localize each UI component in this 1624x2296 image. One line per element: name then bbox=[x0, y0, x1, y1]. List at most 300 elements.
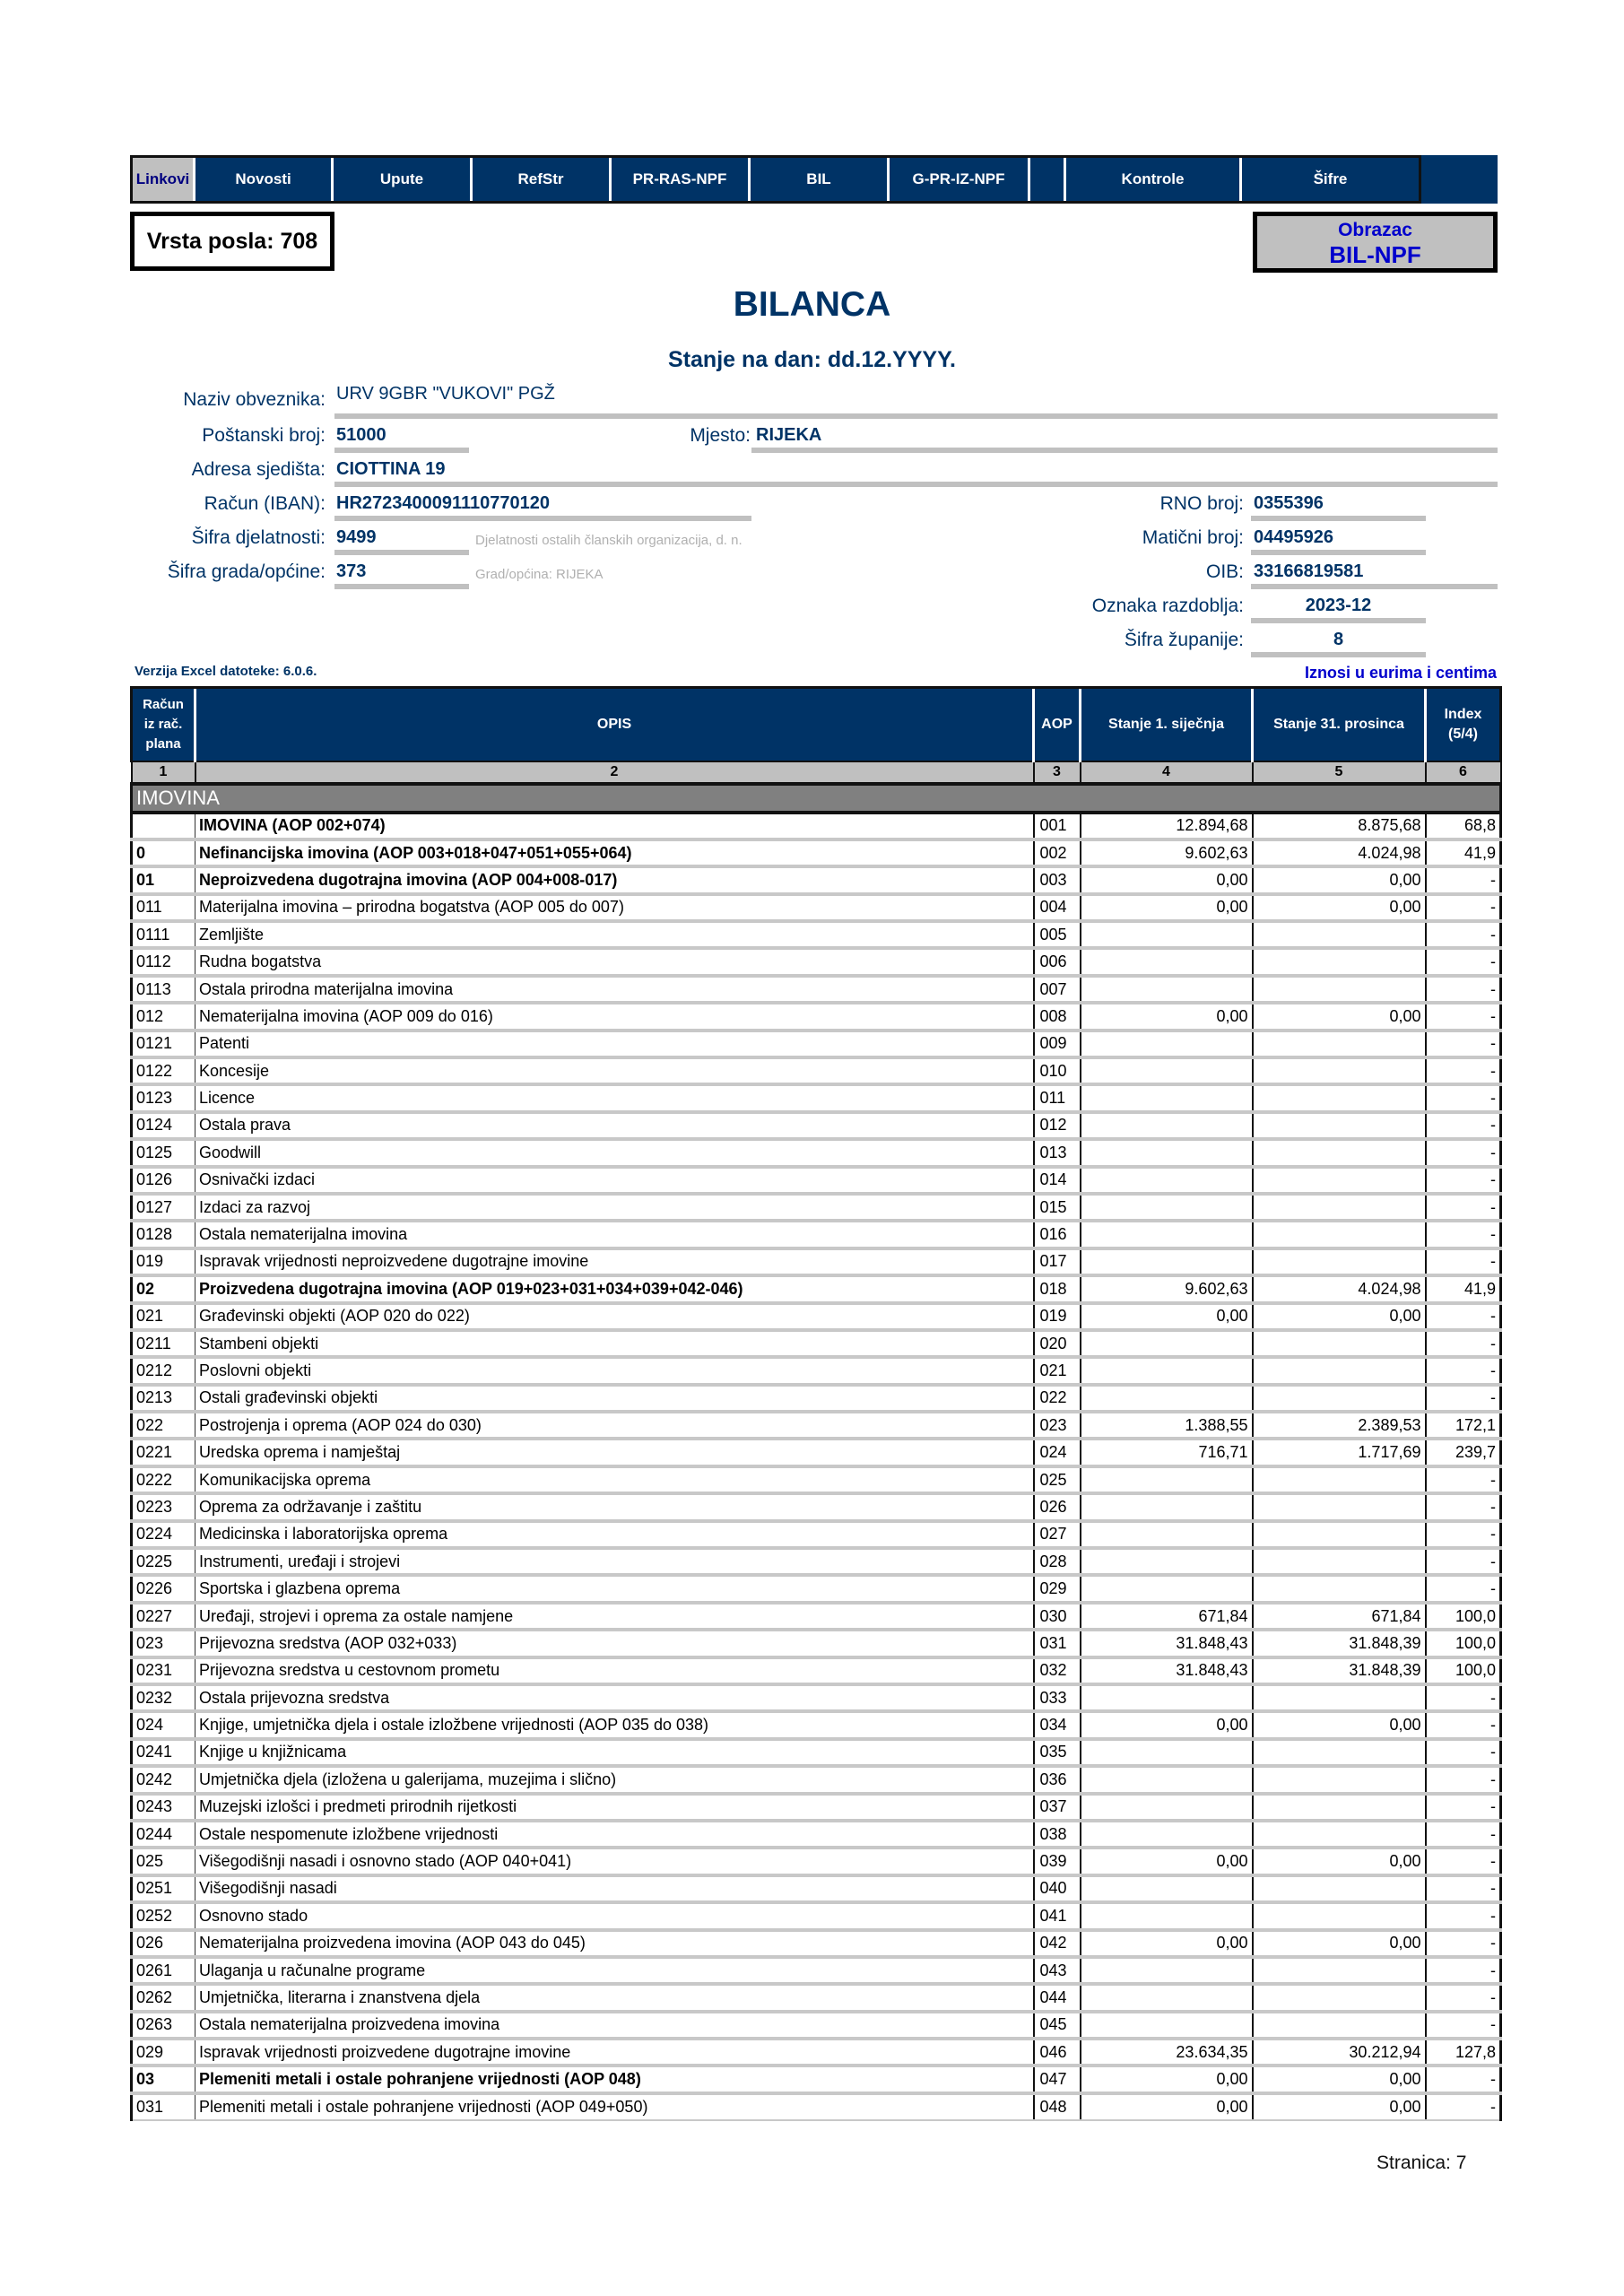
account-code: 0261 bbox=[132, 1957, 195, 1984]
account-code: 0241 bbox=[132, 1739, 195, 1766]
index-value: - bbox=[1426, 1084, 1501, 1111]
account-code bbox=[132, 813, 195, 839]
maticni-label: Matični broj: bbox=[1142, 527, 1244, 548]
grad-hint: Grad/općina: RIJEKA bbox=[475, 567, 604, 582]
value-jan1[interactable] bbox=[1081, 1112, 1253, 1139]
header-acct-line: Račun bbox=[143, 696, 184, 712]
index-value: 127,8 bbox=[1426, 2039, 1501, 2066]
table-row bbox=[132, 1357, 1501, 1384]
account-code: 0263 bbox=[132, 2012, 195, 2039]
value-jan1[interactable]: 23.634,35 bbox=[1081, 2039, 1253, 2066]
nav-link-pr-ras-npf[interactable]: PR-RAS-NPF bbox=[612, 158, 751, 201]
value-dec31[interactable]: 31.848,39 bbox=[1253, 1657, 1426, 1684]
grad-value[interactable]: 373 bbox=[336, 561, 367, 581]
aop-code: 043 bbox=[1034, 1957, 1081, 1984]
index-value: - bbox=[1426, 1003, 1501, 1030]
account-code: 0262 bbox=[132, 1984, 195, 2011]
aop-code: 037 bbox=[1034, 1794, 1081, 1821]
account-code: 0221 bbox=[132, 1439, 195, 1465]
table-row bbox=[132, 1984, 1501, 2011]
description: Muzejski izlošci i predmeti prirodnih rijetkosti bbox=[195, 1794, 1034, 1821]
value-dec31[interactable]: 0,00 bbox=[1253, 2093, 1426, 2120]
table-row bbox=[132, 1657, 1501, 1684]
account-code: 0226 bbox=[132, 1575, 195, 1602]
account-code: 0113 bbox=[132, 976, 195, 1003]
rno-value[interactable]: 0355396 bbox=[1254, 493, 1324, 513]
table-row bbox=[132, 1385, 1501, 1412]
value-dec31[interactable] bbox=[1253, 1221, 1426, 1248]
description: Ostala prijevozna sredstva bbox=[195, 1684, 1034, 1711]
value-jan1[interactable] bbox=[1081, 976, 1253, 1003]
account-code: 0123 bbox=[132, 1084, 195, 1111]
description: Poslovni objekti bbox=[195, 1357, 1034, 1384]
adresa-label: Adresa sjedišta: bbox=[191, 459, 326, 480]
description: Ulaganja u računalne programe bbox=[195, 1957, 1034, 1984]
table-row bbox=[132, 1739, 1501, 1766]
aop-code: 010 bbox=[1034, 1057, 1081, 1084]
table-row bbox=[132, 1766, 1501, 1793]
account-code: 0251 bbox=[132, 1875, 195, 1902]
grad-label: Šifra grada/općine: bbox=[167, 561, 326, 582]
razdoblje-value[interactable]: 2023-12 bbox=[1305, 596, 1372, 615]
description: Umjetnička djela (izložena u galerijama, muzejima i slično) bbox=[195, 1766, 1034, 1793]
value-jan1[interactable] bbox=[1081, 1057, 1253, 1084]
value-dec31[interactable] bbox=[1253, 1112, 1426, 1139]
table-row bbox=[132, 976, 1501, 1003]
table-row bbox=[132, 1821, 1501, 1848]
table-row bbox=[132, 1057, 1501, 1084]
value-jan1[interactable] bbox=[1081, 1493, 1253, 1520]
header-v2: Stanje 31. prosinca bbox=[1253, 688, 1426, 761]
aop-code: 047 bbox=[1034, 2066, 1081, 2092]
value-dec31[interactable] bbox=[1253, 1984, 1426, 2011]
value-jan1[interactable]: 0,00 bbox=[1081, 1848, 1253, 1874]
aop-code: 003 bbox=[1034, 866, 1081, 893]
account-code: 0243 bbox=[132, 1794, 195, 1821]
value-jan1[interactable]: 0,00 bbox=[1081, 2066, 1253, 2092]
value-dec31[interactable] bbox=[1253, 1031, 1426, 1057]
oib-underline bbox=[1251, 584, 1498, 589]
account-code: 0122 bbox=[132, 1057, 195, 1084]
nav-link-g-pr-iz-npf[interactable]: G-PR-IZ-NPF bbox=[890, 158, 1030, 201]
description: Neproizvedena dugotrajna imovina (AOP 004+008-017) bbox=[195, 866, 1034, 893]
table-row bbox=[132, 1031, 1501, 1057]
value-jan1[interactable] bbox=[1081, 1902, 1253, 1929]
index-value: - bbox=[1426, 1466, 1501, 1493]
account-code: 0244 bbox=[132, 1821, 195, 1848]
value-jan1[interactable]: 716,71 bbox=[1081, 1439, 1253, 1465]
racun-underline bbox=[334, 516, 751, 521]
aop-code: 040 bbox=[1034, 1875, 1081, 1902]
value-jan1[interactable] bbox=[1081, 1957, 1253, 1984]
account-code: 01 bbox=[132, 866, 195, 893]
value-dec31[interactable] bbox=[1253, 1875, 1426, 1902]
description: Ostale nespomenute izložbene vrijednosti bbox=[195, 1821, 1034, 1848]
table-row bbox=[132, 1194, 1501, 1221]
value-dec31[interactable] bbox=[1253, 976, 1426, 1003]
value-dec31[interactable] bbox=[1253, 1084, 1426, 1111]
index-value: - bbox=[1426, 1739, 1501, 1766]
aop-code: 048 bbox=[1034, 2093, 1081, 2120]
value-dec31[interactable] bbox=[1253, 1684, 1426, 1711]
aop-code: 046 bbox=[1034, 2039, 1081, 2066]
header-v1: Stanje 1. siječnja bbox=[1081, 688, 1253, 761]
vrsta-posla-box bbox=[130, 212, 334, 271]
value-dec31[interactable] bbox=[1253, 1902, 1426, 1929]
nav-link-bil[interactable]: BIL bbox=[751, 158, 890, 201]
index-value: - bbox=[1426, 1139, 1501, 1166]
aop-code: 033 bbox=[1034, 1684, 1081, 1711]
obrazac-code: BIL-NPF bbox=[1329, 241, 1421, 268]
value-jan1[interactable]: 12.894,68 bbox=[1081, 813, 1253, 839]
djelatnost-underline bbox=[334, 550, 469, 555]
index-value: - bbox=[1426, 1493, 1501, 1520]
value-dec31[interactable] bbox=[1253, 1139, 1426, 1166]
value-jan1[interactable] bbox=[1081, 1248, 1253, 1275]
aop-code: 044 bbox=[1034, 1984, 1081, 2011]
account-code: 011 bbox=[132, 894, 195, 921]
account-code: 0242 bbox=[132, 1766, 195, 1793]
table-row bbox=[132, 1902, 1501, 1929]
value-dec31[interactable] bbox=[1253, 1466, 1426, 1493]
aop-code: 041 bbox=[1034, 1902, 1081, 1929]
index-value: 68,8 bbox=[1426, 813, 1501, 839]
aop-code: 045 bbox=[1034, 2012, 1081, 2039]
index-value: - bbox=[1426, 1711, 1501, 1738]
value-jan1[interactable] bbox=[1081, 1821, 1253, 1848]
value-jan1[interactable] bbox=[1081, 1167, 1253, 1194]
value-jan1[interactable] bbox=[1081, 1357, 1253, 1384]
value-dec31[interactable]: 0,00 bbox=[1253, 1848, 1426, 1874]
index-value: - bbox=[1426, 2093, 1501, 2120]
rno-label: RNO broj: bbox=[1159, 493, 1244, 514]
value-dec31[interactable]: 0,00 bbox=[1253, 1930, 1426, 1957]
table-row bbox=[132, 1548, 1501, 1575]
value-jan1[interactable] bbox=[1081, 1875, 1253, 1902]
value-jan1[interactable]: 0,00 bbox=[1081, 1930, 1253, 1957]
value-jan1[interactable] bbox=[1081, 1521, 1253, 1548]
value-jan1[interactable] bbox=[1081, 2012, 1253, 2039]
aop-code: 016 bbox=[1034, 1221, 1081, 1248]
adresa-value[interactable]: CIOTTINA 19 bbox=[336, 459, 446, 479]
value-dec31[interactable]: 8.875,68 bbox=[1253, 813, 1426, 839]
aop-code: 030 bbox=[1034, 1603, 1081, 1630]
value-dec31[interactable]: 4.024,98 bbox=[1253, 839, 1426, 866]
value-jan1[interactable]: 0,00 bbox=[1081, 1711, 1253, 1738]
mjesto-value[interactable]: RIJEKA bbox=[756, 425, 822, 445]
value-dec31[interactable]: 671,84 bbox=[1253, 1603, 1426, 1630]
value-dec31[interactable] bbox=[1253, 1057, 1426, 1084]
col-num: 4 bbox=[1081, 761, 1253, 784]
aop-code: 005 bbox=[1034, 921, 1081, 948]
value-jan1[interactable] bbox=[1081, 1575, 1253, 1602]
account-code: 0223 bbox=[132, 1493, 195, 1520]
page-subtitle: Stanje na dan: dd.12.YYYY. bbox=[668, 347, 956, 372]
index-value: - bbox=[1426, 1548, 1501, 1575]
index-value: - bbox=[1426, 1930, 1501, 1957]
description: Višegodišnji nasadi i osnovno stado (AOP 040+041) bbox=[195, 1848, 1034, 1874]
nav-link-linkovi[interactable]: Linkovi bbox=[133, 158, 195, 201]
naziv-label: Naziv obveznika: bbox=[183, 389, 326, 410]
value-dec31[interactable] bbox=[1253, 1493, 1426, 1520]
table-row bbox=[132, 1221, 1501, 1248]
value-jan1[interactable] bbox=[1081, 1139, 1253, 1166]
header-aop: AOP bbox=[1034, 688, 1081, 761]
index-value: - bbox=[1426, 1248, 1501, 1275]
header-opis: OPIS bbox=[195, 688, 1034, 761]
description: Ostala nematerijalna imovina bbox=[195, 1221, 1034, 1248]
description: Knjige u knjižnicama bbox=[195, 1739, 1034, 1766]
zupanija-value[interactable]: 8 bbox=[1333, 630, 1344, 649]
nav-link-upute[interactable]: Upute bbox=[334, 158, 473, 201]
value-jan1[interactable] bbox=[1081, 921, 1253, 948]
description: Građevinski objekti (AOP 020 do 022) bbox=[195, 1303, 1034, 1330]
aop-code: 022 bbox=[1034, 1385, 1081, 1412]
account-code: 023 bbox=[132, 1630, 195, 1657]
value-dec31[interactable] bbox=[1253, 1957, 1426, 1984]
value-jan1[interactable]: 9.602,63 bbox=[1081, 1275, 1253, 1302]
index-value: - bbox=[1426, 1031, 1501, 1057]
value-dec31[interactable] bbox=[1253, 1575, 1426, 1602]
value-dec31[interactable]: 2.389,53 bbox=[1253, 1412, 1426, 1439]
value-jan1[interactable] bbox=[1081, 1330, 1253, 1357]
description: Instrumenti, uređaji i strojevi bbox=[195, 1548, 1034, 1575]
value-dec31[interactable]: 4.024,98 bbox=[1253, 1275, 1426, 1302]
value-dec31[interactable]: 0,00 bbox=[1253, 866, 1426, 893]
value-dec31[interactable] bbox=[1253, 1248, 1426, 1275]
table-row bbox=[132, 2039, 1501, 2066]
account-code: 0111 bbox=[132, 921, 195, 948]
value-jan1[interactable] bbox=[1081, 1794, 1253, 1821]
value-jan1[interactable]: 671,84 bbox=[1081, 1603, 1253, 1630]
aop-code: 027 bbox=[1034, 1521, 1081, 1548]
value-dec31[interactable]: 31.848,39 bbox=[1253, 1630, 1426, 1657]
djelatnost-value[interactable]: 9499 bbox=[336, 527, 377, 547]
value-jan1[interactable]: 0,00 bbox=[1081, 894, 1253, 921]
mjesto-underline bbox=[751, 448, 1498, 453]
description: IMOVINA (AOP 002+074) bbox=[195, 813, 1034, 839]
aop-code: 034 bbox=[1034, 1711, 1081, 1738]
index-value: - bbox=[1426, 2066, 1501, 2092]
table-row bbox=[132, 1084, 1501, 1111]
value-jan1[interactable]: 31.848,43 bbox=[1081, 1657, 1253, 1684]
col-num: 5 bbox=[1253, 761, 1426, 784]
value-dec31[interactable] bbox=[1253, 1794, 1426, 1821]
aop-code: 028 bbox=[1034, 1548, 1081, 1575]
naziv-value[interactable]: URV 9GBR "VUKOVI" PGŽ bbox=[336, 384, 555, 404]
value-jan1[interactable]: 0,00 bbox=[1081, 2093, 1253, 2120]
description: Nematerijalna proizvedena imovina (AOP 043 do 045) bbox=[195, 1930, 1034, 1957]
description: Ostali građevinski objekti bbox=[195, 1385, 1034, 1412]
account-code: 031 bbox=[132, 2093, 195, 2120]
description: Koncesije bbox=[195, 1057, 1034, 1084]
nav-link-novosti[interactable]: Novosti bbox=[195, 158, 334, 201]
description: Sportska i glazbena oprema bbox=[195, 1575, 1034, 1602]
table-row bbox=[132, 1303, 1501, 1330]
obrazac-label: Obrazac bbox=[1338, 220, 1412, 240]
account-code: 0112 bbox=[132, 948, 195, 975]
value-jan1[interactable] bbox=[1081, 1084, 1253, 1111]
table-row bbox=[132, 866, 1501, 893]
table-row bbox=[132, 813, 1501, 839]
postanski-underline bbox=[334, 448, 469, 453]
account-code: 0225 bbox=[132, 1548, 195, 1575]
value-dec31[interactable] bbox=[1253, 1357, 1426, 1384]
index-value: - bbox=[1426, 1221, 1501, 1248]
account-code: 02 bbox=[132, 1275, 195, 1302]
value-dec31[interactable]: 0,00 bbox=[1253, 894, 1426, 921]
description: Umjetnička, literarna i znanstvena djela bbox=[195, 1984, 1034, 2011]
nav-bar bbox=[130, 155, 1498, 204]
table-row bbox=[132, 1412, 1501, 1439]
account-code: 024 bbox=[132, 1711, 195, 1738]
value-jan1[interactable] bbox=[1081, 1766, 1253, 1793]
grad-underline bbox=[334, 584, 469, 589]
aop-code: 032 bbox=[1034, 1657, 1081, 1684]
value-dec31[interactable]: 1.717,69 bbox=[1253, 1439, 1426, 1465]
value-dec31[interactable] bbox=[1253, 2012, 1426, 2039]
nav-link-empty[interactable] bbox=[1030, 158, 1066, 201]
nav-link-sifre[interactable]: Šifre bbox=[1313, 170, 1348, 187]
index-value: - bbox=[1426, 1794, 1501, 1821]
rno-underline bbox=[1251, 516, 1426, 521]
nav-link-refstr[interactable]: RefStr bbox=[473, 158, 612, 201]
description: Nematerijalna imovina (AOP 009 do 016) bbox=[195, 1003, 1034, 1030]
account-code: 0121 bbox=[132, 1031, 195, 1057]
page-title: BILANCA bbox=[733, 285, 891, 324]
account-code: 0126 bbox=[132, 1167, 195, 1194]
description: Plemeniti metali i ostale pohranjene vrijednosti (AOP 048) bbox=[195, 2066, 1034, 2092]
description: Prijevozna sredstva u cestovnom prometu bbox=[195, 1657, 1034, 1684]
index-value: 172,1 bbox=[1426, 1412, 1501, 1439]
value-dec31[interactable]: 0,00 bbox=[1253, 1003, 1426, 1030]
aop-code: 021 bbox=[1034, 1357, 1081, 1384]
value-jan1[interactable]: 1.388,55 bbox=[1081, 1412, 1253, 1439]
table-row bbox=[132, 1794, 1501, 1821]
table-row bbox=[132, 948, 1501, 975]
value-jan1[interactable]: 0,00 bbox=[1081, 1303, 1253, 1330]
table-row bbox=[132, 1439, 1501, 1465]
aop-code: 014 bbox=[1034, 1167, 1081, 1194]
value-dec31[interactable]: 0,00 bbox=[1253, 1303, 1426, 1330]
maticni-value[interactable]: 04495926 bbox=[1254, 527, 1333, 547]
account-code: 026 bbox=[132, 1930, 195, 1957]
account-code: 0212 bbox=[132, 1357, 195, 1384]
value-jan1[interactable] bbox=[1081, 948, 1253, 975]
value-jan1[interactable] bbox=[1081, 1466, 1253, 1493]
account-code: 0252 bbox=[132, 1902, 195, 1929]
value-dec31[interactable] bbox=[1253, 1385, 1426, 1412]
aop-code: 013 bbox=[1034, 1139, 1081, 1166]
value-jan1[interactable]: 31.848,43 bbox=[1081, 1630, 1253, 1657]
value-dec31[interactable] bbox=[1253, 1330, 1426, 1357]
value-dec31[interactable] bbox=[1253, 948, 1426, 975]
index-value: - bbox=[1426, 948, 1501, 975]
table-row bbox=[132, 1139, 1501, 1166]
postanski-value[interactable]: 51000 bbox=[336, 425, 386, 445]
oib-value[interactable]: 33166819581 bbox=[1254, 561, 1364, 581]
aop-code: 006 bbox=[1034, 948, 1081, 975]
racun-value[interactable]: HR2723400091110770120 bbox=[336, 493, 551, 513]
value-dec31[interactable]: 0,00 bbox=[1253, 2066, 1426, 2092]
value-dec31[interactable] bbox=[1253, 921, 1426, 948]
account-code: 0128 bbox=[132, 1221, 195, 1248]
aop-code: 039 bbox=[1034, 1848, 1081, 1874]
aop-code: 002 bbox=[1034, 839, 1081, 866]
description: Prijevozna sredstva (AOP 032+033) bbox=[195, 1630, 1034, 1657]
value-dec31[interactable] bbox=[1253, 1194, 1426, 1221]
value-jan1[interactable] bbox=[1081, 1739, 1253, 1766]
nav-link-kontrole[interactable]: Kontrole bbox=[1066, 158, 1242, 201]
zupanija-label: Šifra županije: bbox=[1124, 630, 1244, 650]
value-jan1[interactable] bbox=[1081, 1548, 1253, 1575]
aop-code: 025 bbox=[1034, 1466, 1081, 1493]
djelatnost-hint: Djelatnosti ostalih članskih organizacija, d. n. bbox=[475, 533, 743, 548]
djelatnost-label: Šifra djelatnosti: bbox=[191, 527, 326, 548]
value-dec31[interactable] bbox=[1253, 1739, 1426, 1766]
account-code: 0127 bbox=[132, 1194, 195, 1221]
value-dec31[interactable]: 0,00 bbox=[1253, 1711, 1426, 1738]
description: Ostala prirodna materijalna imovina bbox=[195, 976, 1034, 1003]
value-jan1[interactable] bbox=[1081, 1385, 1253, 1412]
header-idx bbox=[1426, 688, 1501, 761]
aop-code: 023 bbox=[1034, 1412, 1081, 1439]
table-row bbox=[132, 1848, 1501, 1874]
header-acct-line: iz rač. bbox=[143, 716, 183, 732]
value-dec31[interactable] bbox=[1253, 1521, 1426, 1548]
value-jan1[interactable] bbox=[1081, 1031, 1253, 1057]
value-jan1[interactable]: 0,00 bbox=[1081, 866, 1253, 893]
value-dec31[interactable] bbox=[1253, 1167, 1426, 1194]
value-jan1[interactable] bbox=[1081, 1194, 1253, 1221]
naziv-underline bbox=[334, 413, 1498, 419]
account-code: 03 bbox=[132, 2066, 195, 2092]
description: Goodwill bbox=[195, 1139, 1034, 1166]
account-code: 029 bbox=[132, 2039, 195, 2066]
description: Izdaci za razvoj bbox=[195, 1194, 1034, 1221]
value-dec31[interactable]: 30.212,94 bbox=[1253, 2039, 1426, 2066]
description: Plemeniti metali i ostale pohranjene vrijednosti (AOP 049+050) bbox=[195, 2093, 1034, 2120]
index-value: - bbox=[1426, 1902, 1501, 1929]
index-value: - bbox=[1426, 2012, 1501, 2039]
value-dec31[interactable] bbox=[1253, 1548, 1426, 1575]
table-row bbox=[132, 1630, 1501, 1657]
col-num: 1 bbox=[132, 761, 195, 784]
table-row bbox=[132, 1493, 1501, 1520]
aop-code: 019 bbox=[1034, 1303, 1081, 1330]
account-code: 0213 bbox=[132, 1385, 195, 1412]
balance-table bbox=[130, 686, 1502, 2121]
index-value: - bbox=[1426, 1684, 1501, 1711]
aop-code: 004 bbox=[1034, 894, 1081, 921]
column-number-row bbox=[132, 761, 1501, 784]
aop-code: 035 bbox=[1034, 1739, 1081, 1766]
table-row bbox=[132, 1112, 1501, 1139]
aop-code: 012 bbox=[1034, 1112, 1081, 1139]
value-jan1[interactable] bbox=[1081, 1684, 1253, 1711]
value-jan1[interactable]: 0,00 bbox=[1081, 1003, 1253, 1030]
value-jan1[interactable] bbox=[1081, 1984, 1253, 2011]
value-jan1[interactable] bbox=[1081, 1221, 1253, 1248]
account-code: 019 bbox=[132, 1248, 195, 1275]
value-dec31[interactable] bbox=[1253, 1821, 1426, 1848]
index-value: - bbox=[1426, 1984, 1501, 2011]
value-jan1[interactable]: 9.602,63 bbox=[1081, 839, 1253, 866]
aop-code: 015 bbox=[1034, 1194, 1081, 1221]
index-value: - bbox=[1426, 1575, 1501, 1602]
value-dec31[interactable] bbox=[1253, 1766, 1426, 1793]
aop-code: 024 bbox=[1034, 1439, 1081, 1465]
